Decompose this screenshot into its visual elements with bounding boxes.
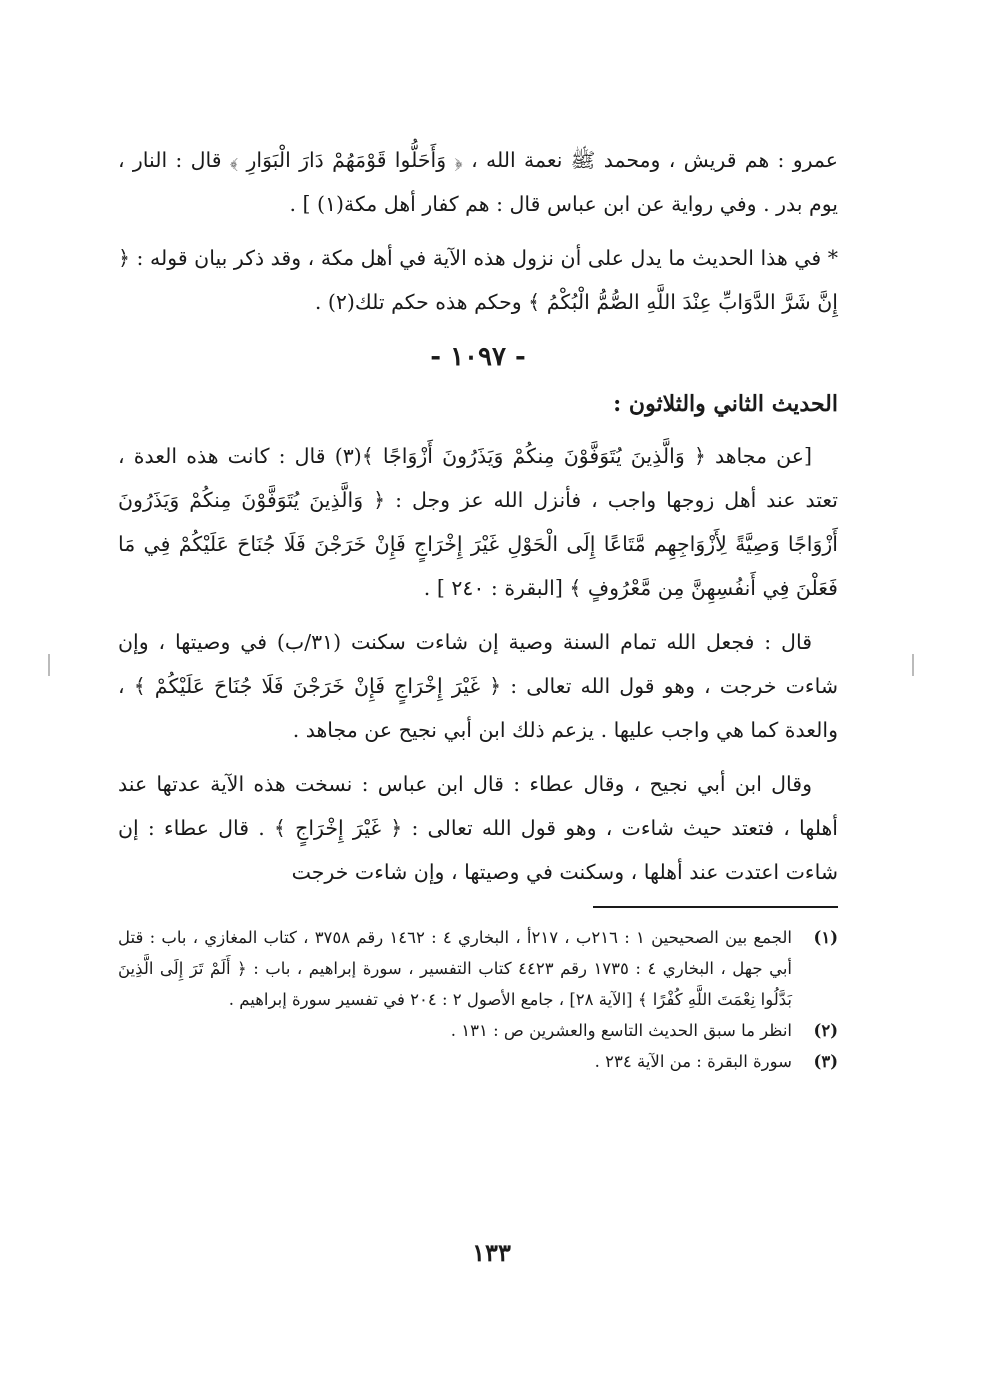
paragraph-continuation: عمرو : هم قريش ، ومحمد ﷺ نعمة الله ، ﴿ وَأَحَلُّوا قَوْمَهُمْ دَارَ الْبَوَارِ ﴾ قال : النار ، يوم بدر . وفي رواية عن ابن عباس قال : هم كفار أهل مكة(١) ] . [118, 148, 838, 216]
footnote-number: (١) [813, 928, 838, 947]
paragraph-ata: وقال ابن أبي نجيح ، وقال عطاء : قال ابن عباس : نسخت هذه الآية عدتها عند أهلها ، فتعتد حيث شاءت ، وهو قول الله تعالى : ﴿ غَيْرَ إِخْرَاجٍ ﴾ . قال عطاء : إن شاءت اعتدت عند أهلها ، وسكنت في وصيتها ، وإن شاءت خرجت [118, 772, 838, 884]
hadith-number: - ١٠٩٧ - [430, 342, 526, 372]
footnote-divider [593, 906, 838, 908]
scan-mark [48, 654, 50, 676]
footnote-text: انظر ما سبق الحديث التاسع والعشرين ص : ١٣١ . [450, 1021, 792, 1040]
footnote [118, 1015, 838, 1046]
page-body [118, 138, 838, 1077]
paragraph-commentary: * في هذا الحديث ما يدل على أن نزول هذه الآية في أهل مكة ، وقد ذكر بيان قوله : ﴿ إِنَّ شَرَّ الدَّوَابِّ عِنْدَ اللَّهِ الصُّمُّ الْبُكْمُ ﴾ وحكم هذه حكم تلك(٢) . [118, 236, 838, 324]
footnote [118, 922, 838, 1015]
paragraph-explanation: قال : فجعل الله تمام السنة وصية إن شاءت سكنت (٣١/ب) في وصيتها ، وإن شاءت خرجت ، وهو قول الله تعالى : ﴿ غَيْرَ إِخْرَاجٍ فَإِنْ خَرَجْنَ فَلَا جُنَاحَ عَلَيْكُمْ ﴾ ، والعدة كما هي واجب عليها . يزعم ذلك ابن أبي نجيح عن مجاهد . [118, 630, 838, 742]
footnote [118, 1046, 838, 1077]
footnote-number: (٢) [813, 1021, 838, 1040]
paragraph-hadith: [عن مجاهد ﴿ وَالَّذِينَ يُتَوَفَّوْنَ مِنكُمْ وَيَذَرُونَ أَزْوَاجًا ﴾(٣) قال : كانت هذه العدة ، تعتد عند أهل زوجها واجب ، فأنزل الله عز وجل : ﴿ وَالَّذِينَ يُتَوَفَّوْنَ مِنكُمْ وَيَذَرُونَ أَزْوَاجًا وَصِيَّةً لِأَزْوَاجِهِم مَّتَاعًا إِلَى الْحَوْلِ غَيْرَ إِخْرَاجٍ فَإِنْ خَرَجْنَ فَلَا جُنَاحَ عَلَيْكُمْ فِي مَا فَعَلْنَ فِي أَنفُسِهِنَّ مِن مَّعْرُوفٍ ﴾ [البقرة : ٢٤٠ ] . [118, 444, 838, 600]
section-title: الحديث الثاني والثلاثون : [613, 391, 838, 417]
footnote-text: سورة البقرة : من الآية ٢٣٤ . [594, 1052, 792, 1071]
footnote-number: (٣) [813, 1052, 838, 1071]
footnote-text: الجمع بين الصحيحين ١ : ٢١٦ب ، ٢١٧أ ، البخاري ٤ : ١٤٦٢ رقم ٣٧٥٨ ، كتاب المغازي ، باب : قتل أبي جهل ، البخاري ٤ : ١٧٣٥ رقم ٤٤٢٣ كتاب التفسير ، سورة إبراهيم ، باب : ﴿ أَلَمْ تَرَ إِلَى الَّذِينَ بَدَّلُوا نِعْمَتَ اللَّهِ كُفْرًا ﴾ [الآية ٢٨] ، جامع الأصول ٢ : ٢٠٤ في تفسير سورة إبراهيم . [118, 928, 792, 1009]
page-number: ١٣٣ [472, 1238, 511, 1267]
scan-mark [912, 654, 914, 676]
